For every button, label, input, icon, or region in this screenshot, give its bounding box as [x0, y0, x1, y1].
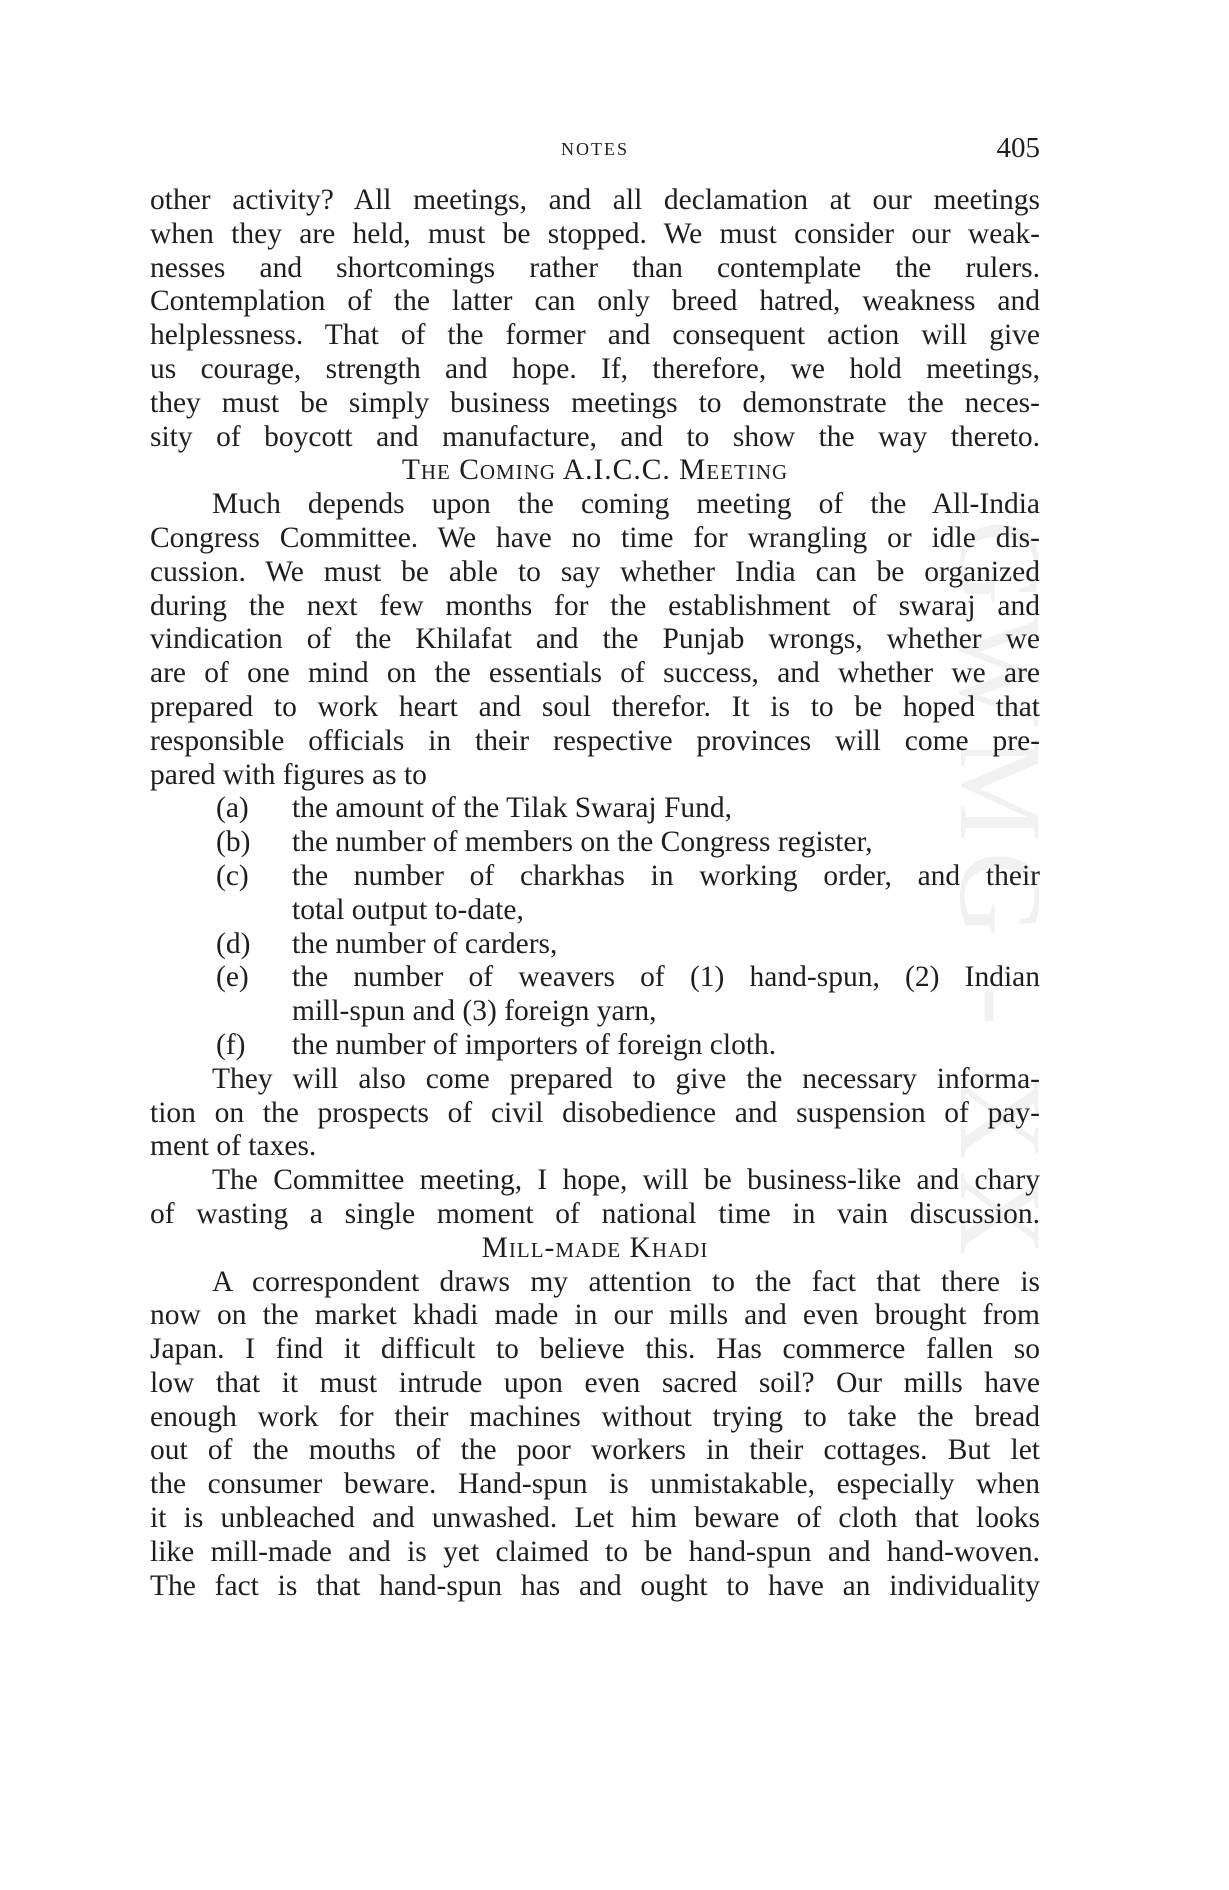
figures-list	[150, 792, 1040, 1062]
text-line: nesses and shortcomings rather than contemplate the rulers.	[150, 251, 1040, 284]
text-line: tion on the prospects of civil disobedience and suspension of pay-	[150, 1096, 1040, 1129]
list-item-e	[150, 961, 1040, 1029]
text-line: like mill-made and is yet claimed to be hand-spun and hand-woven.	[150, 1535, 1040, 1568]
list-text: the number of importers of foreign cloth.	[292, 1028, 777, 1061]
list-item-d	[150, 928, 1040, 962]
text-line: they must be simply business meetings to demonstrate the neces-	[150, 386, 1040, 419]
text-line: responsible officials in their respective provinces will come pre-	[150, 724, 1040, 757]
text-line: the consumer beware. Hand-spun is unmistakable, especially when	[150, 1468, 1040, 1501]
list-label: (c)	[216, 859, 249, 892]
list-text: the number of weavers of (1) hand-spun, (2) Indian	[292, 961, 1040, 994]
paragraph-continued	[150, 184, 1040, 454]
section-heading-aicc-meeting: The Coming A.I.C.C. Meeting	[401, 454, 789, 487]
list-text: the number of members on the Congress register,	[292, 826, 873, 859]
text-line: They will also come prepared to give the necessary informa-	[212, 1062, 1040, 1095]
text-line: other activity? All meetings, and all declamation at our meetings	[150, 184, 1040, 216]
text-line: helplessness. That of the former and consequent action will give	[150, 319, 1040, 352]
text-line: ment of taxes.	[150, 1130, 317, 1163]
text-line: pared with figures as to	[150, 758, 427, 791]
list-item-a	[150, 792, 1040, 826]
list-label: (a)	[216, 792, 249, 825]
list-text: the number of charkhas in working order, and their	[292, 859, 1040, 892]
list-label: (f)	[216, 1028, 246, 1061]
paragraph-committee	[150, 1164, 1040, 1232]
text-line: prepared to work heart and soul therefor. It is to be hoped that	[150, 690, 1040, 723]
running-head: NOTES	[561, 139, 629, 159]
text-line: us courage, strength and hope. If, therefore, we hold meetings,	[150, 352, 1040, 385]
text-line: Contemplation of the latter can only breed hatred, weakness and	[150, 285, 1040, 318]
text-line: out of the mouths of the poor workers in their cottages. But let	[150, 1434, 1040, 1467]
list-label: (b)	[216, 826, 251, 859]
section-heading-mill-made-khadi: Mill-made Khadi	[481, 1231, 709, 1264]
page-body	[150, 184, 1040, 1603]
list-item-b	[150, 826, 1040, 860]
text-line: cussion. We must be able to say whether India can be organized	[150, 555, 1040, 588]
paragraph-information	[150, 1063, 1040, 1164]
text-line: when they are held, must be stopped. We must consider our weak-	[150, 217, 1040, 250]
list-text: the amount of the Tilak Swaraj Fund,	[292, 792, 733, 825]
list-item-c	[150, 860, 1040, 928]
paragraph-khadi	[150, 1266, 1040, 1604]
list-text: total output to-date,	[292, 893, 524, 926]
text-line: are of one mind on the essentials of success, and whether we are	[150, 657, 1040, 690]
text-line: A correspondent draws my attention to the fact that there is	[212, 1265, 1040, 1298]
list-label: (e)	[216, 961, 249, 994]
text-line: Japan. I find it difficult to believe this. Has commerce fallen so	[150, 1333, 1040, 1366]
text-line: during the next few months for the establishment of swaraj and	[150, 589, 1040, 622]
text-line: The fact is that hand-spun has and ought to have an individuality	[150, 1569, 1040, 1602]
watermark: GWMG - XX	[935, 520, 1066, 1266]
text-line: enough work for their machines without trying to take the bread	[150, 1400, 1040, 1433]
text-line: sity of boycott and manufacture, and to show the way thereto.	[150, 420, 1040, 453]
text-line: vindication of the Khilafat and the Punjab wrongs, whether we	[150, 623, 1040, 656]
text-line: low that it must intrude upon even sacred soil? Our mills have	[150, 1366, 1040, 1399]
list-text: mill-spun and (3) foreign yarn,	[292, 995, 657, 1028]
text-line: The Committee meeting, I hope, will be business-like and chary	[212, 1164, 1040, 1197]
paragraph-aicc-intro	[150, 488, 1040, 792]
page-number: 405	[996, 132, 1040, 164]
list-label: (d)	[216, 927, 251, 960]
text-line: of wasting a single moment of national time in vain discussion.	[150, 1197, 1040, 1230]
text-line: it is unbleached and unwashed. Let him beware of cloth that looks	[150, 1502, 1040, 1535]
page-header	[150, 132, 1040, 172]
text-line: Much depends upon the coming meeting of the All-India	[212, 488, 1040, 521]
text-line: Congress Committee. We have no time for wrangling or idle dis-	[150, 521, 1040, 554]
list-text: the number of carders,	[292, 927, 558, 960]
text-line: now on the market khadi made in our mills and even brought from	[150, 1299, 1040, 1332]
list-item-f	[150, 1029, 1040, 1063]
